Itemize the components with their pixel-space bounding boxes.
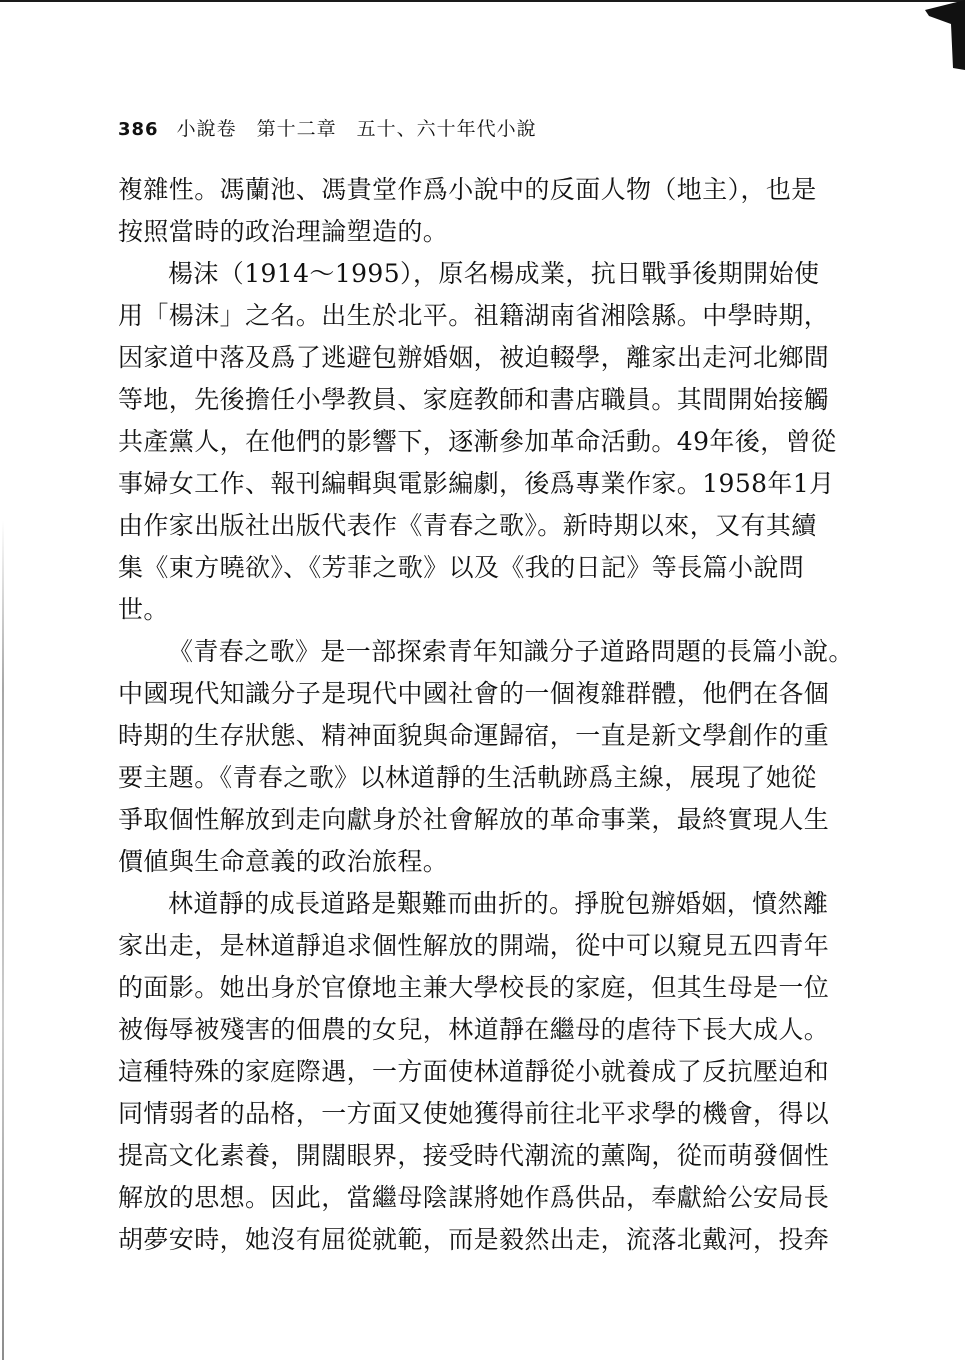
- text-line: 要主題。《青春之歌》以林道靜的生活軌跡爲主線，展現了她從: [118, 763, 817, 792]
- paragraph: [118, 631, 863, 883]
- text-line: 價値與生命意義的政治旅程。: [118, 847, 449, 876]
- running-head: [118, 114, 537, 144]
- text-line: 共產黨人，在他們的影響下，逐漸參加革命活動。49年後，曾從: [118, 427, 837, 456]
- text-line: 由作家出版社出版代表作《青春之歌》。新時期以來，又有其續: [118, 511, 817, 540]
- text-line: 被侮辱被殘害的佃農的女兒，林道靜在繼母的虐待下長大成人。: [118, 1015, 830, 1044]
- text-line: 這種特殊的家庭際遇，一方面使林道靜從小就養成了反抗壓迫和: [118, 1057, 830, 1086]
- paragraph: [118, 169, 863, 253]
- paragraph: [118, 253, 863, 631]
- text-line: 胡夢安時，她沒有屈從就範，而是毅然出走，流落北戴河，投奔: [118, 1225, 830, 1254]
- page-number: 386: [118, 119, 159, 140]
- text-line: 同情弱者的品格，一方面又使她獲得前往北平求學的機會，得以: [118, 1099, 830, 1128]
- text-line: 解放的思想。因此，當繼母陰謀將她作爲供品，奉獻給公安局長: [118, 1183, 830, 1212]
- text-line: 中國現代知識分子是現代中國社會的一個複雜群體，他們在各個: [118, 679, 830, 708]
- text-line: 的面影。她出身於官僚地主兼大學校長的家庭，但其生母是一位: [118, 973, 830, 1002]
- text-line: 爭取個性解放到走向獻身於社會解放的革命事業，最終實現人生: [118, 805, 830, 834]
- text-line: 楊沫（1914～1995），原名楊成業，抗日戰爭後期開始使: [168, 259, 820, 288]
- scan-corner-mark: [925, 0, 965, 70]
- text-line: 家出走，是林道靜追求個性解放的開端，從中可以窺見五四青年: [118, 931, 830, 960]
- scan-top-border: [0, 0, 965, 2]
- text-line: 用「楊沫」之名。出生於北平。祖籍湖南省湘陰縣。中學時期，: [118, 301, 830, 330]
- body-text: [118, 169, 863, 1261]
- text-line: 等地，先後擔任小學教員、家庭教師和書店職員。其間開始接觸: [118, 385, 830, 414]
- text-line: 時期的生存狀態、精神面貌與命運歸宿，一直是新文學創作的重: [118, 721, 830, 750]
- text-line: 提高文化素養，開闊眼界，接受時代潮流的薰陶，從而萌發個性: [118, 1141, 830, 1170]
- scan-left-edge-mark: [2, 520, 4, 1360]
- text-line: 世。: [118, 595, 169, 624]
- text-line: 事婦女工作、報刊編輯與電影編劇，後爲專業作家。1958年1月: [118, 469, 835, 498]
- text-line: 因家道中落及爲了逃避包辦婚姻，被迫輟學，離家出走河北鄉間: [118, 343, 830, 372]
- text-line: 按照當時的政治理論塑造的。: [118, 217, 449, 246]
- text-line: 集《東方曉欲》、《芳菲之歌》以及《我的日記》等長篇小說問: [118, 553, 805, 582]
- paragraph: [118, 883, 863, 1261]
- text-line: 林道靜的成長道路是艱難而曲折的。掙脫包辦婚姻，憤然離: [168, 889, 829, 918]
- text-line: 複雜性。馮蘭池、馮貴堂作爲小說中的反面人物（地主），也是: [118, 175, 817, 204]
- text-line: 《青春之歌》是一部探索青年知識分子道路問題的長篇小說。: [168, 637, 854, 666]
- running-title: 小說卷 第十二章 五十、六十年代小說: [176, 118, 537, 140]
